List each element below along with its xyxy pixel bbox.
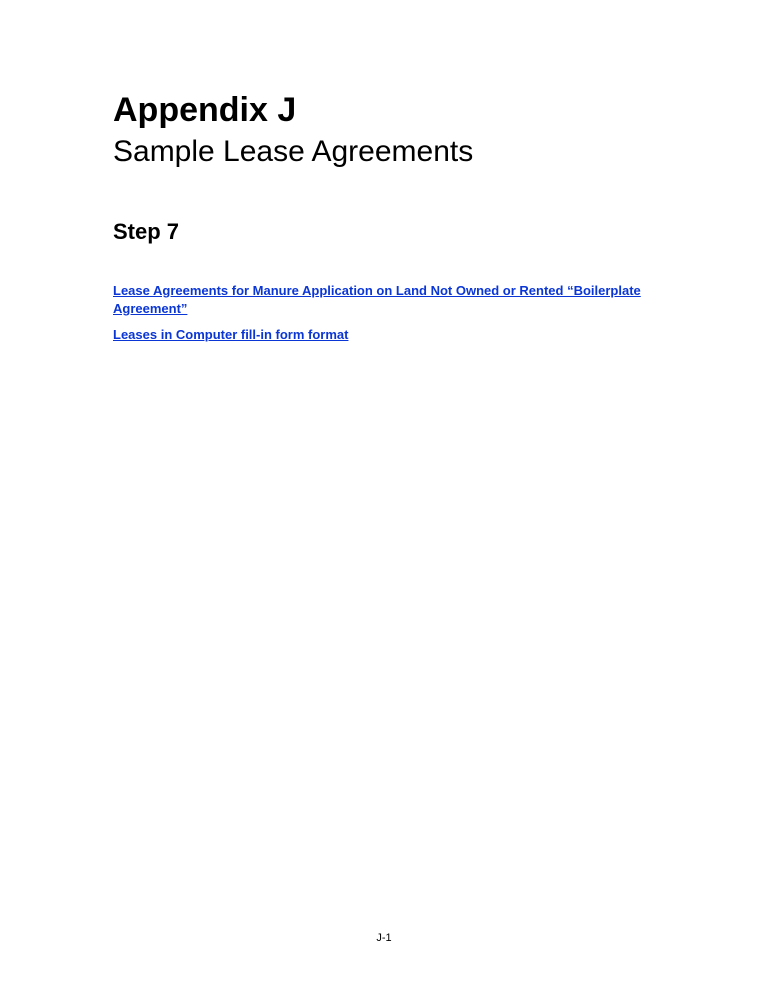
list-item xyxy=(113,282,673,318)
appendix-subtitle: Sample Lease Agreements xyxy=(113,135,474,168)
section-heading: Step 7 xyxy=(113,219,180,244)
link-list xyxy=(113,282,673,352)
page-number: J-1 xyxy=(376,932,392,944)
lease-agreements-link[interactable]: Lease Agreements for Manure Application on Land Not Owned or Rented “Boilerplate Agreement” xyxy=(113,283,641,316)
fill-in-form-link[interactable]: Leases in Computer fill-in form format xyxy=(113,327,349,342)
list-item xyxy=(113,326,673,344)
appendix-title: Appendix J xyxy=(113,91,297,129)
